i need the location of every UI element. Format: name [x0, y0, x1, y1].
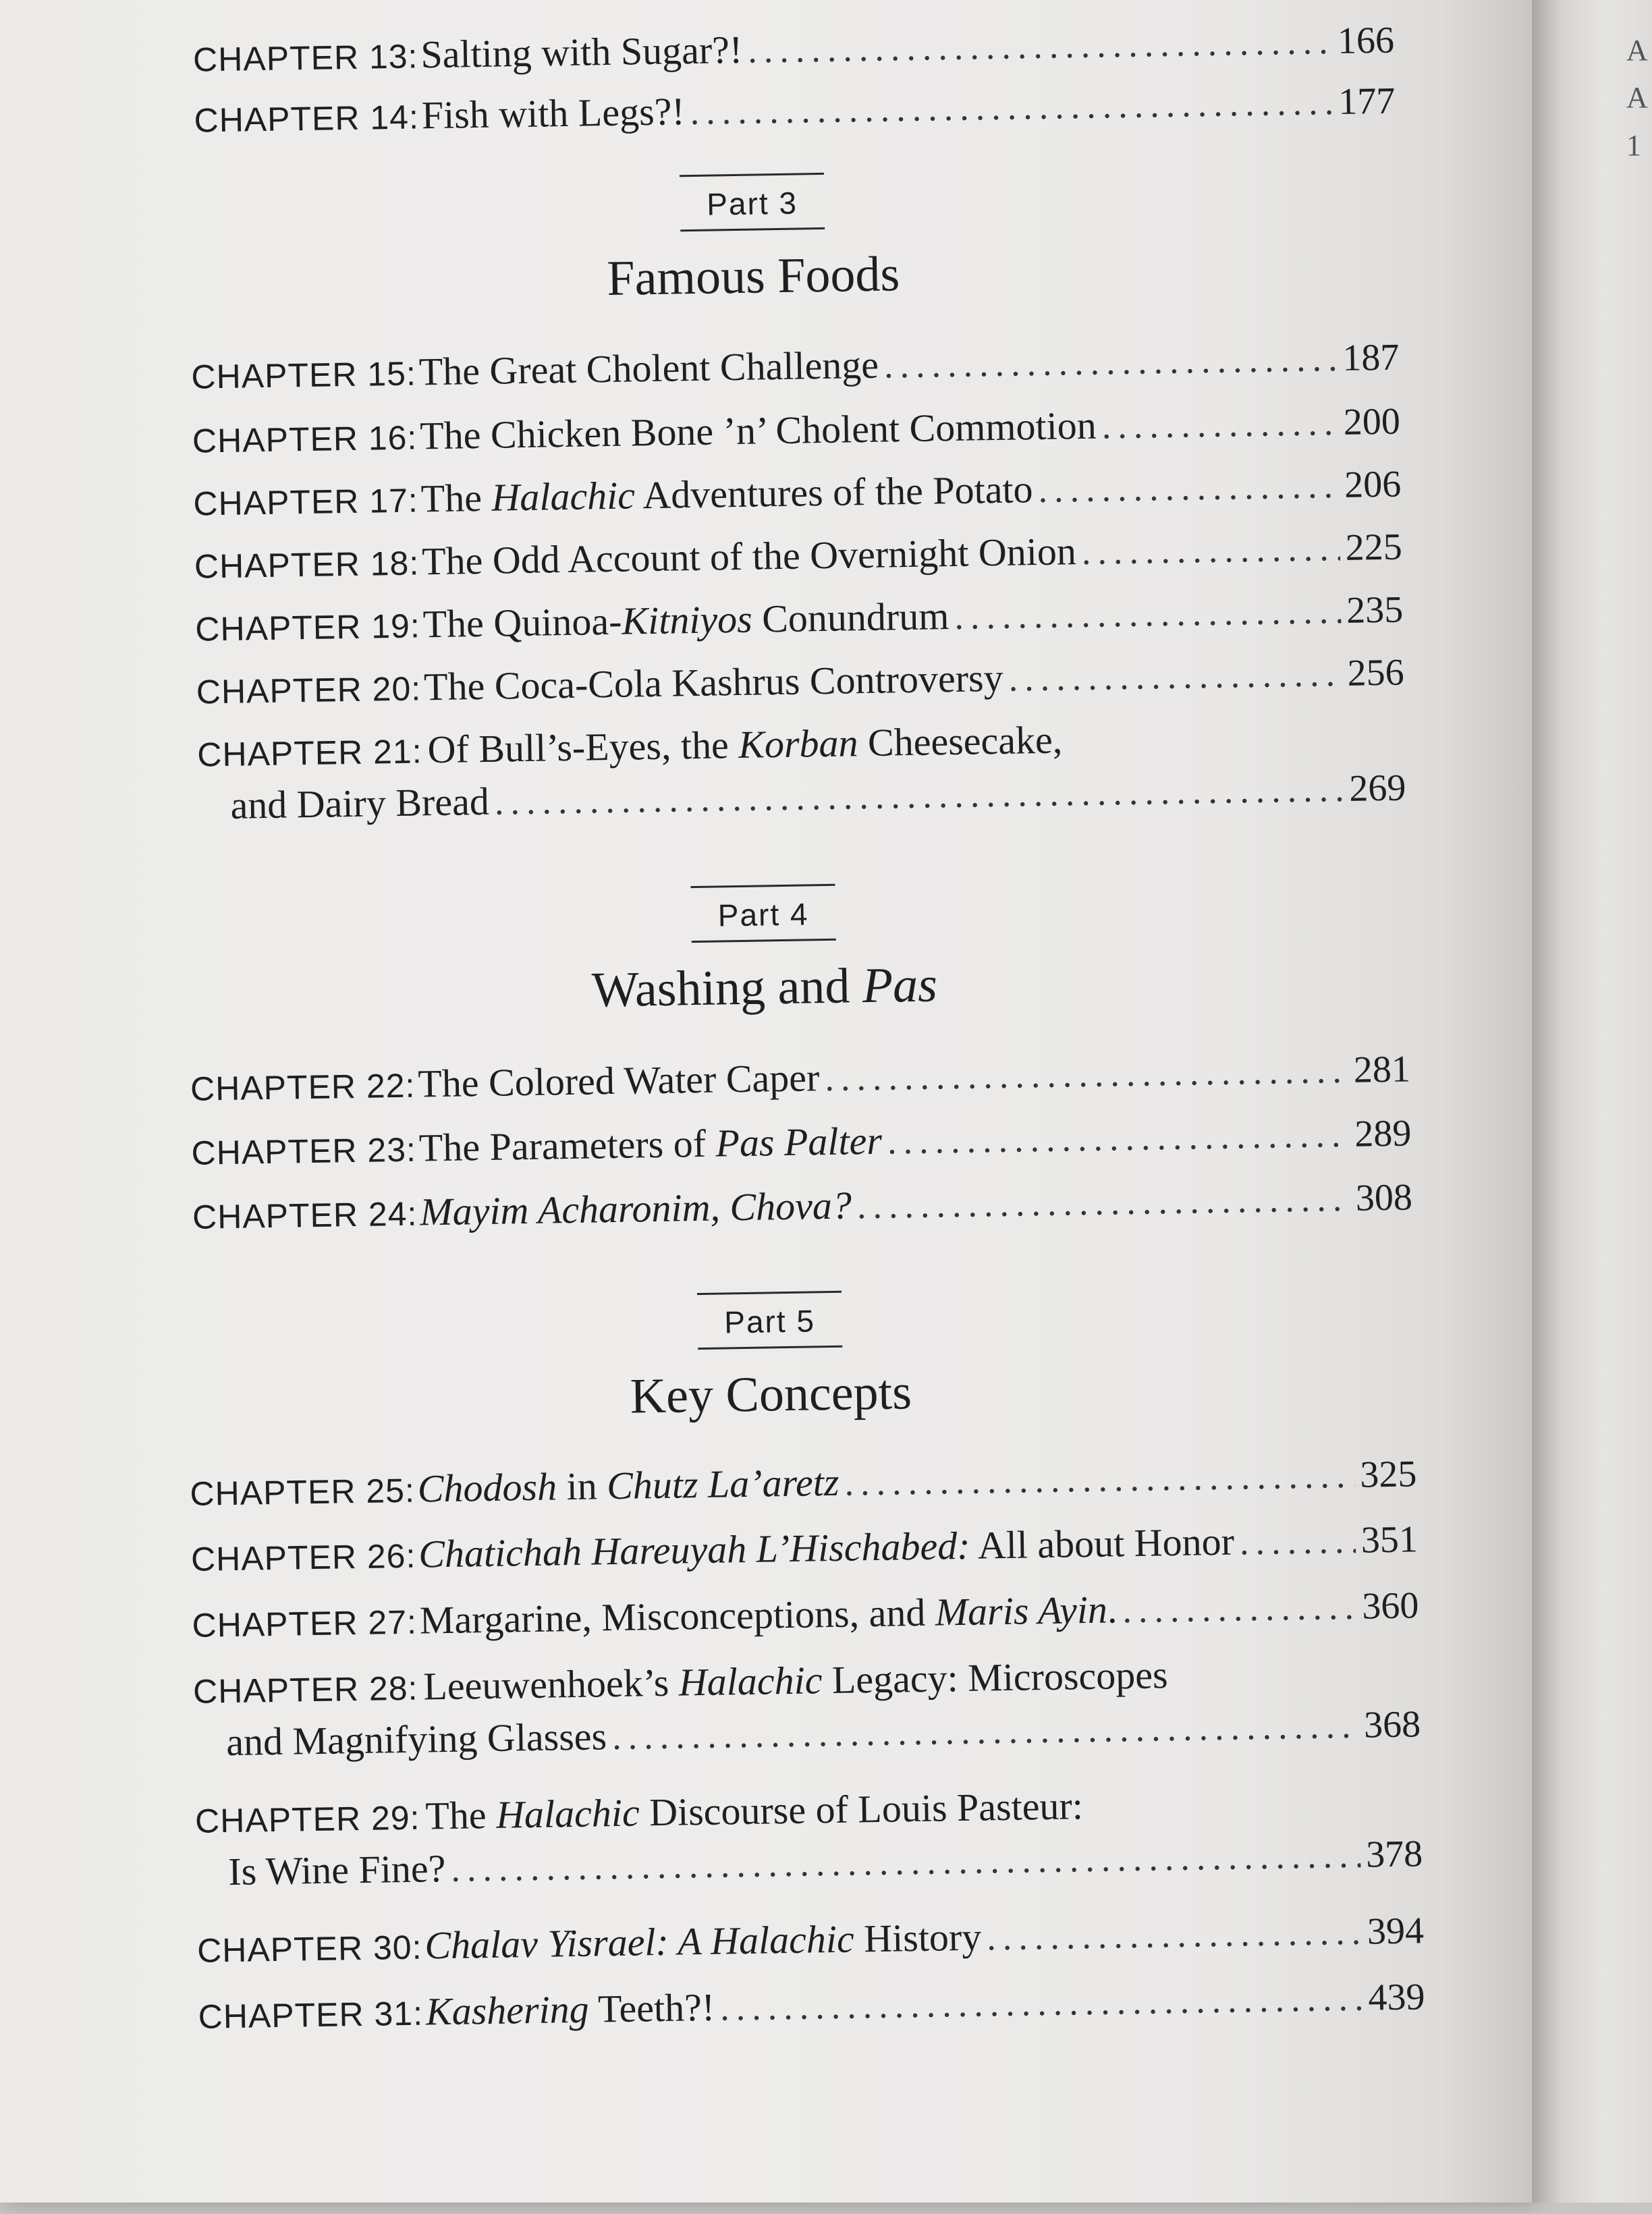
- dot-leader: [987, 1911, 1362, 1959]
- chapter-number: CHAPTER 27:: [192, 1603, 418, 1644]
- page-number: 360: [1361, 1584, 1419, 1628]
- dot-leader: [856, 1178, 1350, 1227]
- toc-entry-chapter-19: [195, 586, 1404, 653]
- chapter-title: The Halachic Discourse of Louis Pasteur:: [424, 1783, 1084, 1838]
- page-number: 325: [1359, 1453, 1417, 1496]
- dot-leader: [1101, 402, 1338, 447]
- dot-leader: [748, 20, 1333, 72]
- dot-leader: [1239, 1520, 1356, 1563]
- chapter-title-continued: Is Wine Fine?: [227, 1846, 446, 1894]
- toc-entry-chapter-22: [190, 1045, 1411, 1111]
- toc-entry-chapter-14: [194, 78, 1396, 144]
- toc-entry-chapter-17: [193, 461, 1402, 527]
- chapter-number: CHAPTER 13:: [192, 37, 418, 79]
- chapter-title-continued: and Dairy Bread: [230, 779, 490, 827]
- dot-leader: [954, 590, 1342, 638]
- dot-leader: [720, 1977, 1363, 2029]
- toc-entry-chapter-29: [195, 1777, 1423, 1898]
- chapter-title: The Quinoa-Kitniyos Conundrum: [422, 594, 949, 646]
- toc-entry-chapter-25: [190, 1450, 1417, 1517]
- chapter-number: CHAPTER 16:: [192, 418, 418, 460]
- page-number: 269: [1348, 767, 1406, 810]
- chapter-number: CHAPTER 14:: [194, 98, 420, 140]
- chapter-title: The Coca-Cola Kashrus Controversy: [423, 655, 1004, 709]
- toc-entry-chapter-16: [192, 398, 1400, 464]
- toc-entry-chapter-24: [192, 1173, 1413, 1240]
- part-4-heading: [0, 873, 1531, 1029]
- dot-leader: [887, 1113, 1349, 1163]
- dot-leader: [844, 1454, 1355, 1504]
- page-number: 166: [1337, 19, 1395, 62]
- chapter-number: CHAPTER 23:: [191, 1130, 417, 1172]
- dot-leader: [494, 768, 1344, 823]
- chapter-title: The Halachic Adventures of the Potato: [420, 467, 1034, 521]
- chapter-title: The Chicken Bone ’n’ Cholent Commotion: [419, 403, 1097, 458]
- page-number: 394: [1367, 1910, 1425, 1953]
- page-number: 308: [1355, 1176, 1413, 1219]
- next-page-edge-text: A A 1: [1626, 34, 1648, 162]
- dot-leader: [884, 337, 1338, 387]
- chapter-number: CHAPTER 28:: [192, 1669, 418, 1711]
- page-number: 378: [1365, 1833, 1423, 1876]
- chapter-title: Leeuwenhoek’s Halachic Legacy: Microscopes: [422, 1653, 1169, 1709]
- chapter-title: The Great Cholent Challenge: [418, 342, 879, 394]
- chapter-title: Chalav Yisrael: A Halachic History: [424, 1914, 982, 1968]
- toc-entry-chapter-27: [192, 1582, 1419, 1649]
- part-title: Key Concepts: [630, 1364, 912, 1424]
- dot-leader: [1038, 464, 1340, 511]
- chapter-number: CHAPTER 25:: [190, 1471, 416, 1513]
- chapter-title: Chodosh in Chutz La’aretz: [417, 1460, 839, 1511]
- dot-leader: [690, 81, 1333, 133]
- toc-entry-chapter-30: [197, 1907, 1425, 1974]
- toc-entry-chapter-20: [196, 649, 1404, 715]
- chapter-title-continued: and Magnifying Glasses: [225, 1714, 607, 1765]
- dot-leader: [825, 1049, 1349, 1099]
- chapter-title: Salting with Sugar?!: [420, 27, 743, 77]
- toc-entry-chapter-28: [193, 1648, 1421, 1769]
- part-5-heading: [3, 1280, 1537, 1436]
- book-gutter: [1532, 0, 1652, 2203]
- page-number: 200: [1343, 400, 1401, 443]
- chapter-title: Kashering Teeth?!: [425, 1985, 715, 2034]
- chapter-title: Mayim Acharonim, Chova?: [419, 1183, 852, 1234]
- chapter-number: CHAPTER 15:: [191, 354, 417, 396]
- page-number: 281: [1353, 1048, 1411, 1091]
- page-number: 289: [1354, 1112, 1412, 1155]
- page-number: 235: [1346, 588, 1404, 632]
- toc-entry-chapter-21: [197, 712, 1406, 832]
- page-number: 439: [1367, 1976, 1425, 2019]
- chapter-number: CHAPTER 18:: [194, 544, 420, 586]
- toc-entry-chapter-13: [193, 17, 1395, 83]
- toc-entry-chapter-15: [191, 334, 1400, 400]
- chapter-number: CHAPTER 24:: [192, 1194, 418, 1236]
- chapter-title: Margarine, Misconceptions, and Maris Ayin.: [419, 1587, 1118, 1642]
- page-number: 368: [1363, 1703, 1421, 1746]
- part-label: Part 5: [697, 1291, 843, 1350]
- part-title: Washing and Pas: [591, 957, 938, 1018]
- toc-entry-chapter-26: [191, 1516, 1419, 1582]
- chapter-title: Fish with Legs?!: [421, 89, 686, 138]
- toc-entry-chapter-31: [198, 1973, 1425, 2040]
- part-title: Famous Foods: [606, 246, 900, 306]
- chapter-number: CHAPTER 20:: [196, 669, 422, 711]
- dot-leader: [1008, 653, 1342, 700]
- chapter-title: Of Bull’s-Eyes, the Korban Cheesecake,: [427, 717, 1063, 772]
- chapter-title: The Odd Account of the Overnight Onion: [421, 529, 1077, 584]
- part-label: Part 4: [690, 884, 836, 943]
- chapter-number: CHAPTER 19:: [194, 607, 421, 648]
- chapter-number: CHAPTER 26:: [190, 1537, 416, 1578]
- page-number: 206: [1344, 463, 1402, 506]
- chapter-number: CHAPTER 17:: [193, 481, 419, 523]
- chapter-number: CHAPTER 21:: [196, 732, 423, 774]
- chapter-number: CHAPTER 22:: [190, 1066, 416, 1108]
- toc-entry-chapter-23: [191, 1109, 1412, 1175]
- chapter-title: The Colored Water Caper: [417, 1055, 820, 1106]
- chapter-number: CHAPTER 29:: [194, 1798, 420, 1840]
- chapter-title: The Parameters of Pas Palter: [418, 1118, 883, 1170]
- dot-leader: [612, 1705, 1359, 1758]
- page-number: 256: [1347, 651, 1405, 694]
- part-label: Part 3: [680, 173, 825, 231]
- chapter-number: CHAPTER 31:: [198, 1994, 424, 2036]
- dot-leader: [1122, 1586, 1357, 1631]
- dot-leader: [1081, 527, 1340, 573]
- page-number: 187: [1342, 336, 1400, 379]
- page-number: 177: [1338, 80, 1396, 123]
- part-3-heading: [0, 162, 1520, 318]
- chapter-number: CHAPTER 30:: [196, 1928, 422, 1970]
- page-number: 225: [1345, 526, 1403, 569]
- toc-entry-chapter-18: [194, 524, 1402, 590]
- page-number: 351: [1360, 1518, 1419, 1561]
- chapter-title: Chatichah Hareuyah L’Hischabed: All about Honor: [418, 1519, 1235, 1576]
